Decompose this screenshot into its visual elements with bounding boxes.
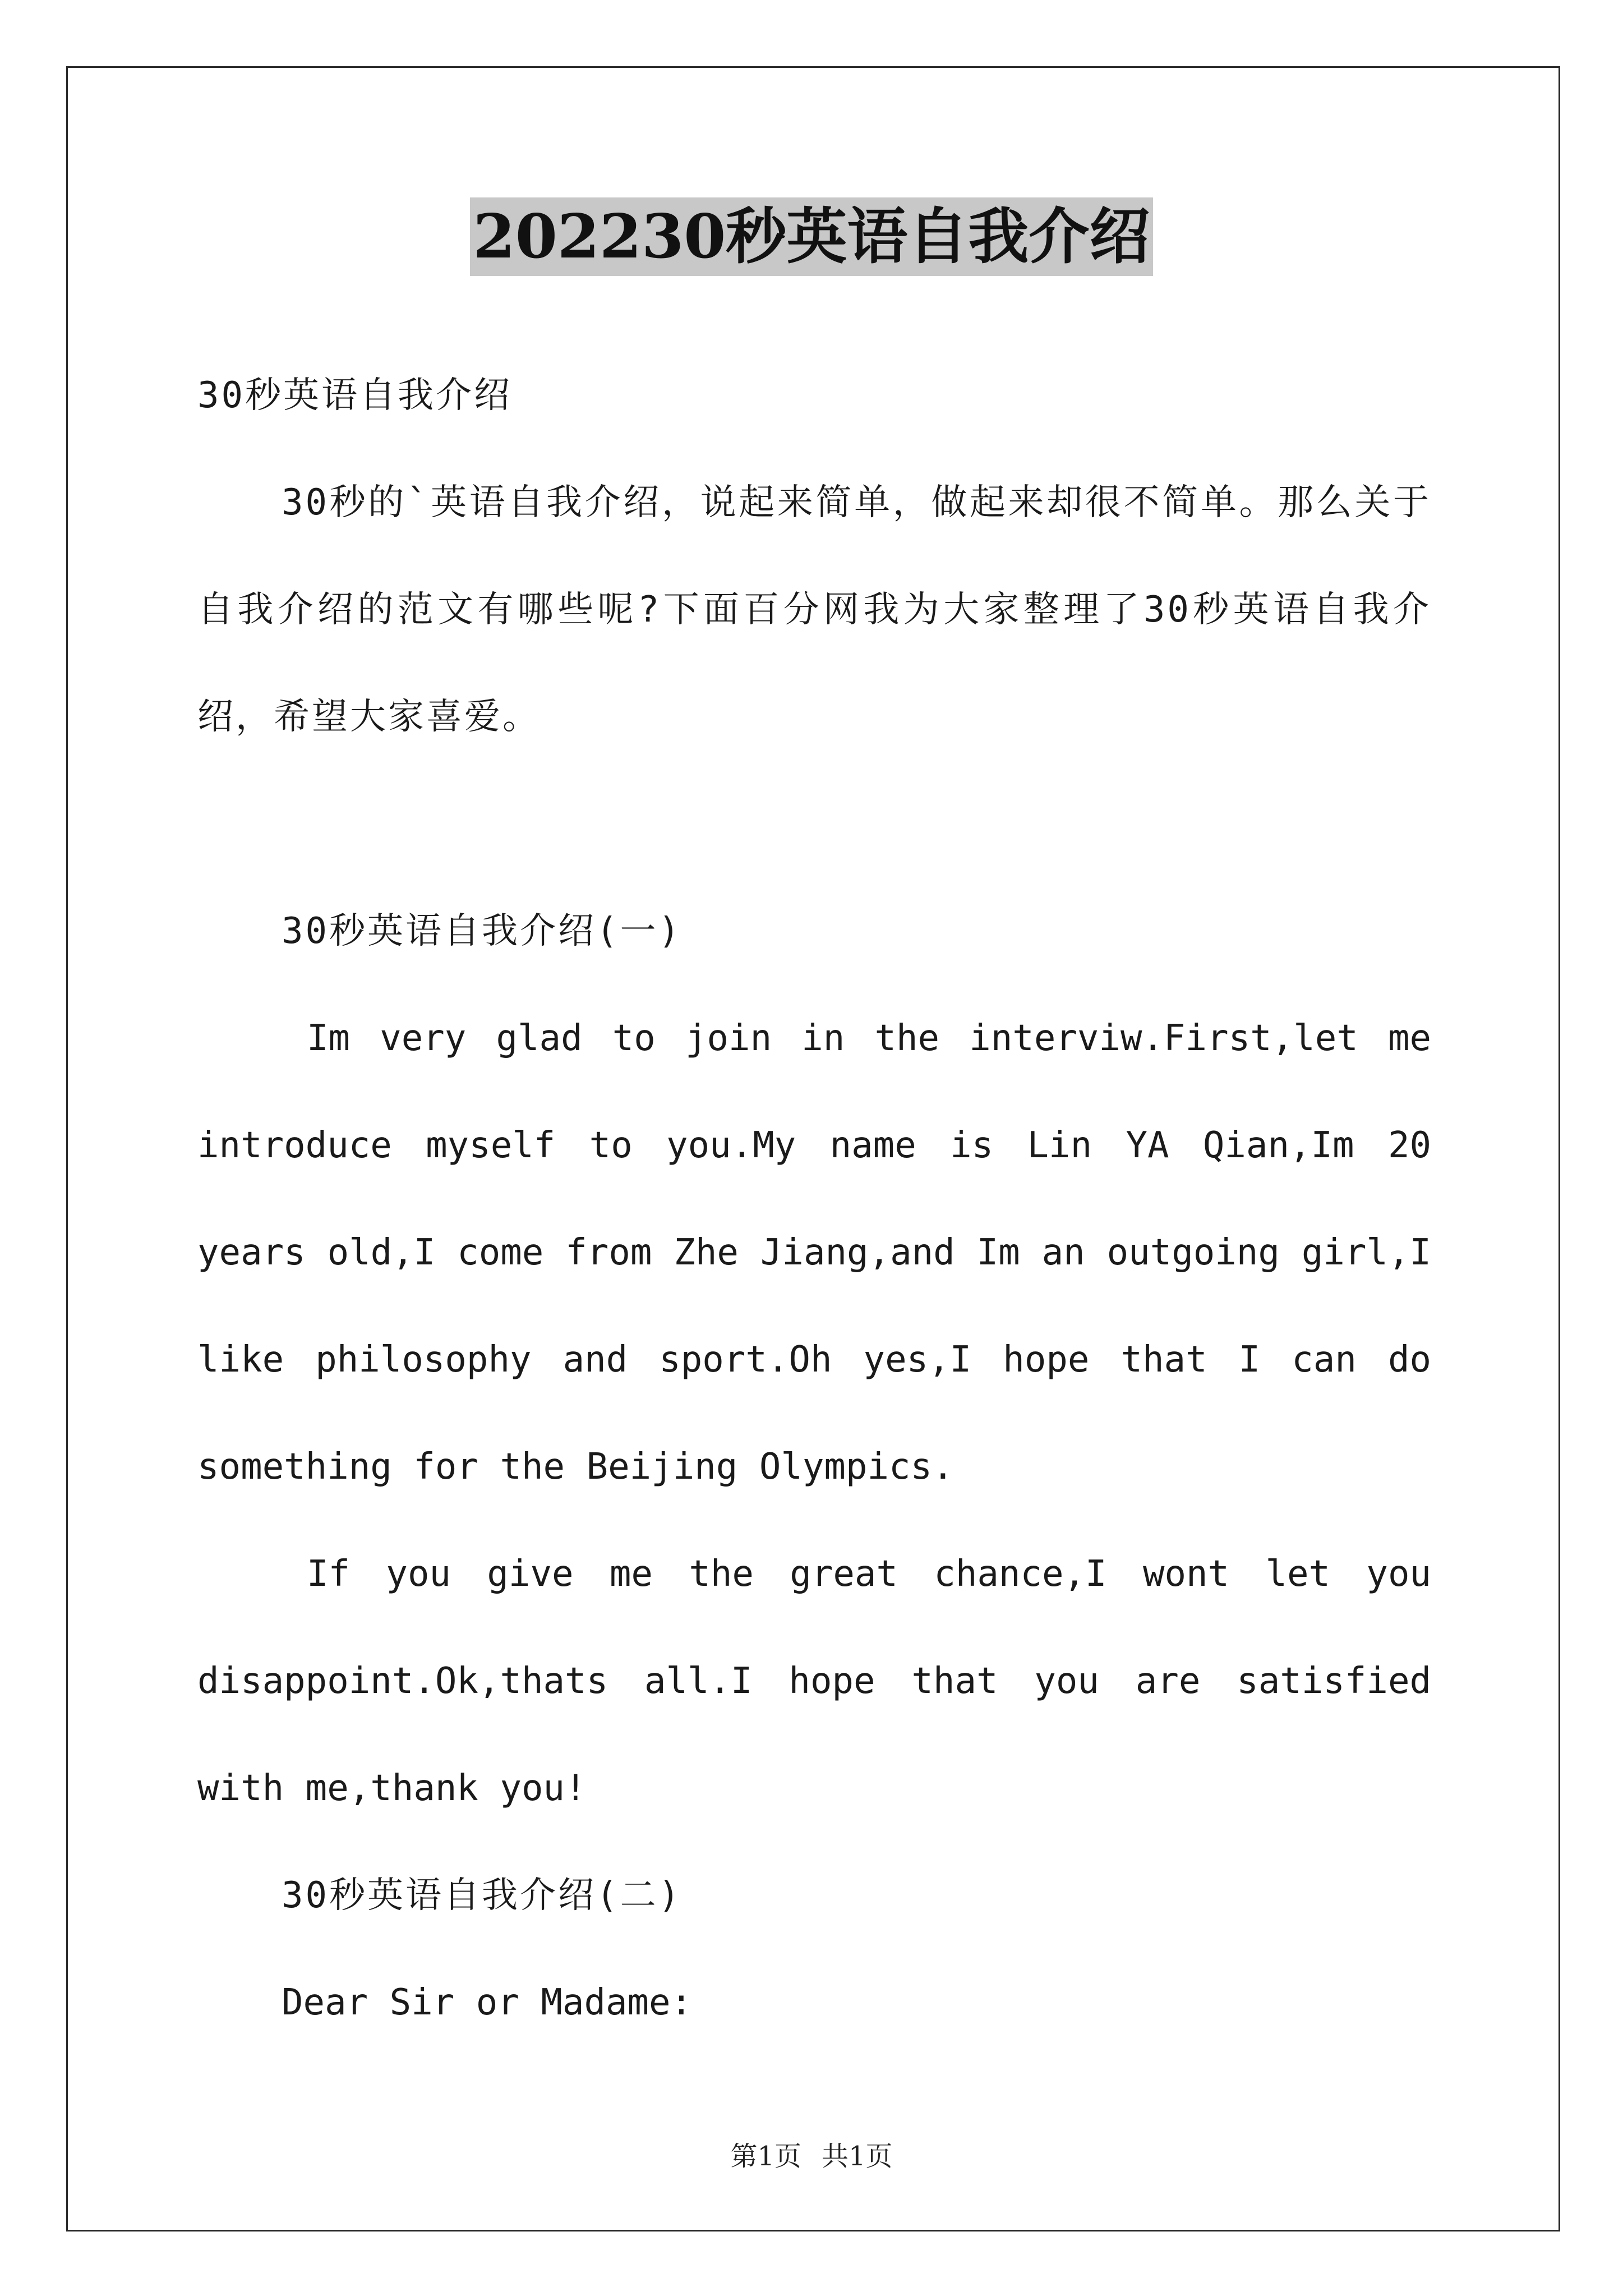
english-paragraph-1: Im very glad to join in the interviw.First,let me introduce myself to you.My name is Lin YA Qian,Im 20 years old,I come from Zhe Jiang,and Im an outgoing girl,I like philosophy and sport.Oh yes,I hope that I can do something for the Beijing Olympics. <box>197 1018 1431 1488</box>
page-footer <box>0 2134 1623 2173</box>
page-count: 共1页 <box>822 2141 893 2172</box>
paragraph-gap <box>197 771 1431 878</box>
english-paragraph-2: If you give me the great chance,I wont let you disappoint.Ok,thats all.I hope that you are satisfied with me,thank you! <box>197 1553 1431 1809</box>
subtitle: 30秒英语自我介绍 <box>197 375 513 416</box>
salutation: Dear Sir or Madame: <box>282 1982 693 2023</box>
intro-paragraph: 30秒的`英语自我介绍，说起来简单，做起来却很不简单。那么关于自我介绍的范文有哪些呢?下面百分网我为大家整理了30秒英语自我介绍，希望大家喜爱。 <box>197 482 1431 738</box>
document-title: 202230秒英语自我介绍 <box>470 197 1154 276</box>
document-body <box>197 342 1431 2056</box>
title-container <box>0 197 1623 276</box>
page-number: 第1页 <box>730 2141 801 2172</box>
section-heading-2: 30秒英语自我介绍(二) <box>282 1875 683 1916</box>
section-heading-1: 30秒英语自我介绍(一) <box>282 910 683 952</box>
